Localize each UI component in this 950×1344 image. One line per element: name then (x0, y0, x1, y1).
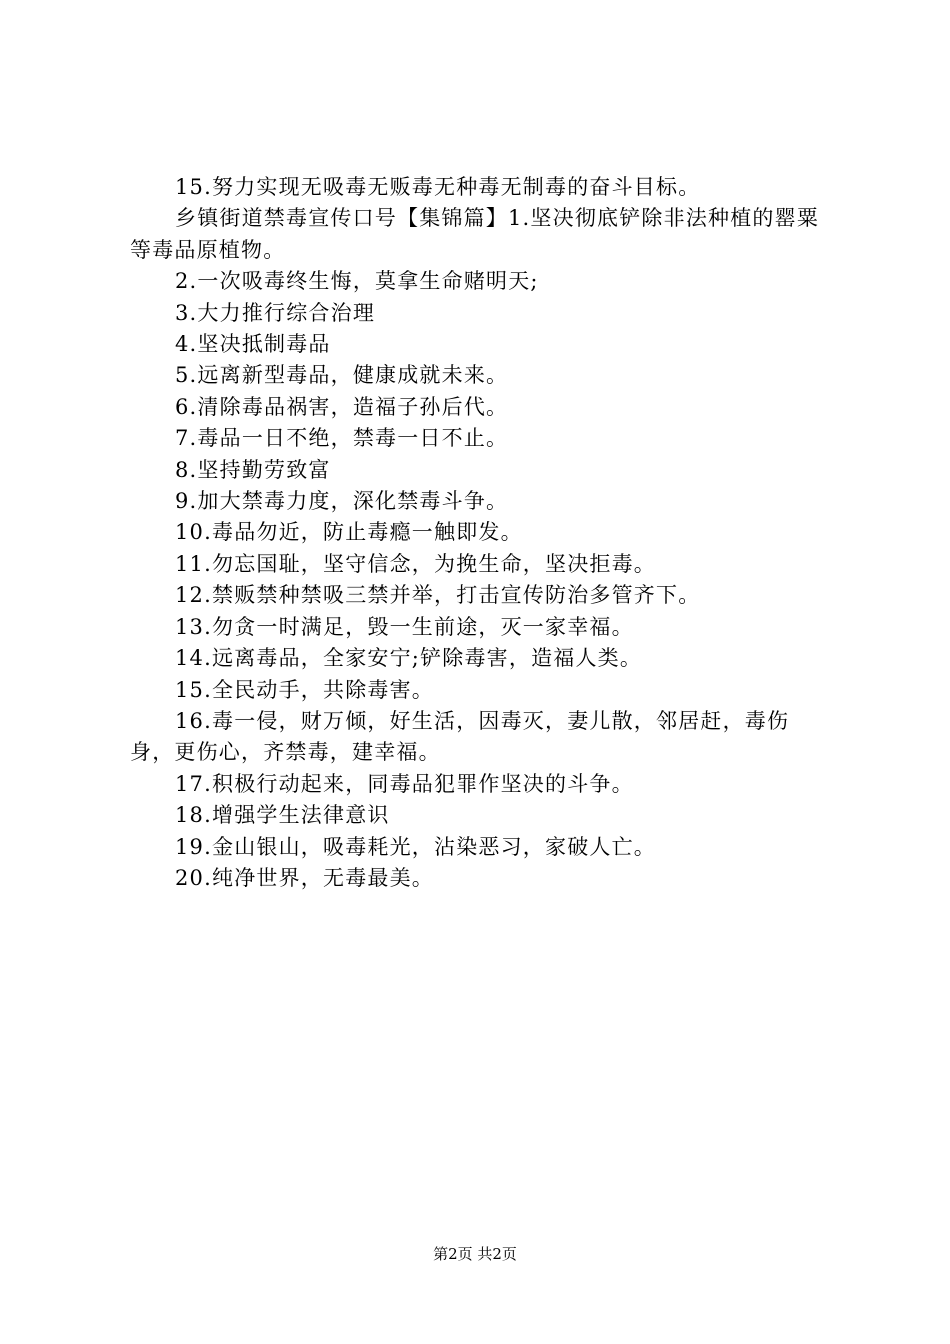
paragraph: 18.增强学生法律意识 (175, 803, 390, 828)
paragraph: 11.勿忘国耻，坚守信念，为挽生命，坚决拒毒。 (175, 551, 656, 576)
paragraph: 3.大力推行综合治理 (175, 300, 376, 325)
paragraph: 12.禁贩禁种禁吸三禁并举，打击宣传防治多管齐下。 (175, 583, 701, 608)
paragraph: 13.勿贪一时满足，毁一生前途，灭一家幸福。 (175, 614, 634, 639)
paragraph: 15.努力实现无吸毒无贩毒无种毒无制毒的奋斗目标。 (175, 175, 701, 199)
paragraph: 10.毒品勿近，防止毒瘾一触即发。 (175, 520, 523, 545)
paragraph: 15.全民动手，共除毒害。 (175, 677, 434, 702)
paragraph: 19.金山银山，吸毒耗光，沾染恶习，家破人亡。 (175, 834, 656, 859)
page-number-footer: 第2页 共2页 (433, 1245, 517, 1263)
paragraph: 14.远离毒品，全家安宁;铲除毒害，造福人类。 (175, 646, 643, 671)
paragraph: 2.一次吸毒终生悔，莫拿生命赌明天; (175, 269, 539, 294)
document-body (130, 172, 832, 894)
paragraph: 8.坚持勤劳致富 (175, 457, 331, 482)
paragraph: 16.毒一侵，财万倾，好生活，因毒灭，妻儿散，邻居赶，毒伤身，更伤心，齐禁毒，建幸福。 (130, 708, 790, 765)
paragraph: 20.纯净世界，无毒最美。 (175, 865, 434, 890)
paragraph: 9.加大禁毒力度，深化禁毒斗争。 (175, 489, 509, 514)
paragraph: 乡镇街道禁毒宣传口号【集锦篇】1.坚决彻底铲除非法种植的罂粟等毒品原植物。 (130, 206, 820, 262)
paragraph: 5.远离新型毒品，健康成就未来。 (175, 363, 509, 388)
paragraph: 4.坚决抵制毒品 (175, 332, 331, 357)
paragraph: 7.毒品一日不绝，禁毒一日不止。 (175, 426, 509, 451)
paragraph: 6.清除毒品祸害，造福子孙后代。 (175, 394, 509, 419)
paragraph: 17.积极行动起来，同毒品犯罪作坚决的斗争。 (175, 771, 634, 796)
